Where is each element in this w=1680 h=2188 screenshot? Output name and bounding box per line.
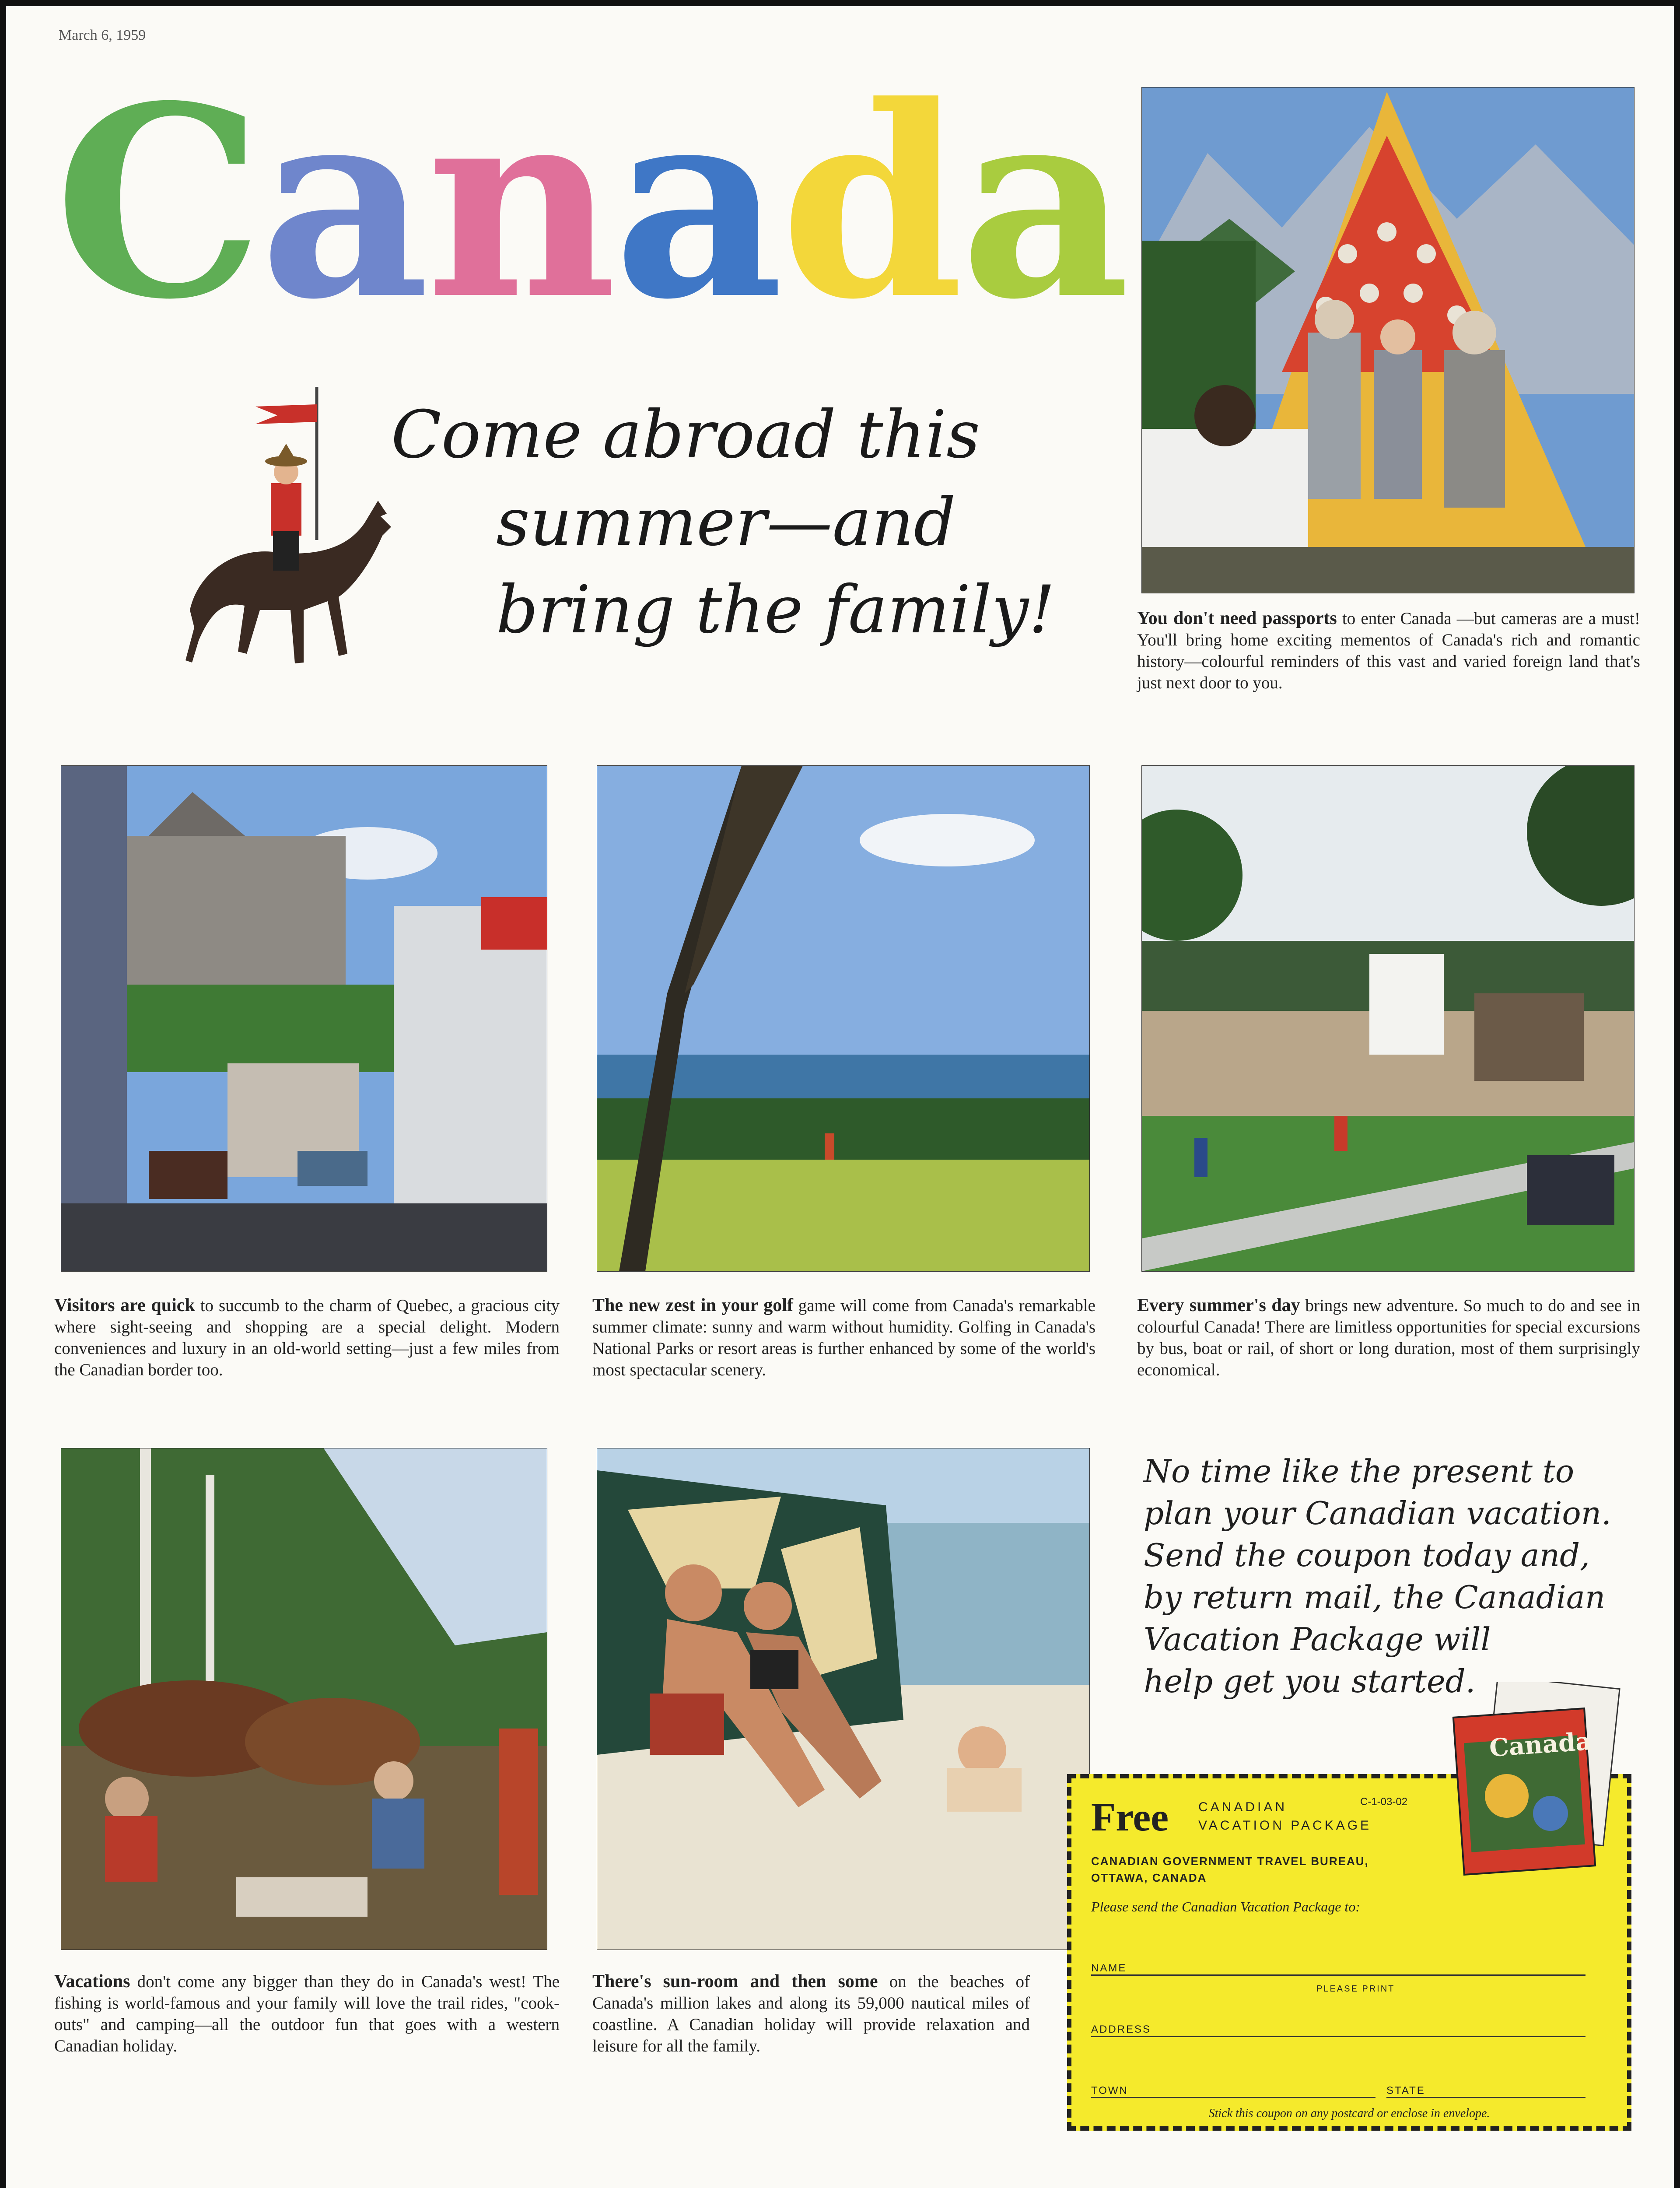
coupon-package-line: CANADIAN: [1198, 1800, 1288, 1814]
camp-horses-photo: [61, 1448, 547, 1950]
pitch-line: No time like the present to: [1144, 1453, 1575, 1490]
tagline-line: summer—and: [496, 484, 956, 561]
coupon-code: C-1-03-02: [1360, 1796, 1408, 1808]
vacation-booklet-illustration: [1432, 1682, 1620, 1883]
mountie-on-horse-illustration: [172, 382, 400, 671]
bureau-line: OTTAWA, CANADA: [1091, 1871, 1207, 1884]
town-label: TOWN: [1091, 2085, 1128, 2097]
caption-lead: Vacations: [54, 1971, 130, 1992]
caption-body: don't come any bigger than they do in Canada's west! The fishing is world-famous and your family will love the trail rides, "cook-outs" and camping—all the outdoor fun that goes with a western Canadian holiday.: [54, 1972, 560, 2055]
quebec-caption: [54, 1295, 560, 1381]
title-letter: a: [259, 49, 427, 357]
coupon-bureau-address: [1091, 1853, 1369, 1886]
state-field[interactable]: [1386, 2085, 1586, 2098]
caption-lead: Visitors are quick: [54, 1295, 195, 1315]
name-label: NAME: [1091, 1962, 1127, 1974]
pitch-line: by return mail, the Canadian: [1144, 1579, 1606, 1616]
coupon-package-line: VACATION PACKAGE: [1198, 1818, 1372, 1833]
address-label: ADDRESS: [1091, 2023, 1152, 2035]
quebec-photo: [61, 765, 547, 1272]
vacations-caption: [54, 1971, 560, 2057]
pitch-line: help get you started.: [1144, 1663, 1476, 1700]
caption-body: game will come from Canada's remarkable summer climate: sunny and warm without humidity. Golfing in Canada's National Parks or resort areas is further enhanced by some of the world's most spectacular scenery.: [592, 1296, 1096, 1379]
state-label: STATE: [1386, 2085, 1425, 2097]
caption-body: on the beaches of Canada's million lakes and along its 59,000 nautical miles of coastline. A Canadian holiday will provide relaxation and leisure for all the family.: [592, 1972, 1030, 2055]
beach-photo: [597, 1448, 1090, 1950]
pitch-line: Vacation Package will: [1144, 1621, 1491, 1658]
address-field[interactable]: [1091, 2023, 1586, 2037]
pitch-line: plan your Canadian vacation.: [1144, 1495, 1612, 1532]
sunroom-caption: [592, 1971, 1030, 2057]
riverside-park-photo: [1141, 765, 1634, 1272]
vacation-pitch-text: [1144, 1450, 1669, 1702]
caption-lead: There's sun-room and then some: [592, 1971, 878, 1992]
coupon-footer: Stick this coupon on any postcard or enclose in envelope.: [1208, 2107, 1490, 2120]
teepee-photo: [1141, 87, 1634, 593]
headline-tagline: [391, 391, 1055, 654]
title-letter: C: [54, 49, 260, 357]
golf-caption: [592, 1295, 1096, 1381]
caption-body: to succumb to the charm of Quebec, a gracious city where sight-seeing and shopping are a special delight. Modern conveniences and luxury in an old-world setting—just a few miles from the Canadian border too.: [54, 1296, 560, 1379]
passports-caption: [1137, 608, 1640, 694]
tagline-line: Come abroad this: [391, 397, 980, 473]
golf-photo: [597, 765, 1090, 1272]
print-hint: PLEASE PRINT: [1316, 1984, 1395, 1994]
coupon-request-text: Please send the Canadian Vacation Package to:: [1091, 1899, 1360, 1914]
caption-lead: The new zest in your golf: [592, 1295, 793, 1315]
issue-date: March 6, 1959: [59, 27, 146, 43]
pitch-line: Send the coupon today and,: [1144, 1537, 1590, 1574]
caption-lead: You don't need passports: [1137, 608, 1337, 628]
summer-caption: [1137, 1295, 1640, 1381]
booklet-title: Canada: [1488, 1726, 1592, 1763]
bureau-line: CANADIAN GOVERNMENT TRAVEL BUREAU,: [1091, 1855, 1369, 1868]
caption-body: to enter Canada —but cameras are a must! You'll bring home exciting mementos of Canada's rich and romantic history—colourful reminders of this vast and varied foreign land that's just next door to you.: [1137, 609, 1640, 692]
coupon-free-label: Free: [1091, 1795, 1169, 1839]
title-letter: d: [780, 49, 960, 357]
title-letter: n: [426, 49, 614, 357]
caption-lead: Every summer's day: [1137, 1295, 1300, 1315]
town-field[interactable]: [1091, 2085, 1376, 2098]
coupon-package-label: [1198, 1798, 1372, 1835]
name-field[interactable]: [1091, 1962, 1586, 1976]
caption-body: brings new adventure. So much to do and see in colourful Canada! There are limitless opportunities for special excursions by bus, boat or rail, of short or long duration, most of them surprisingly economical.: [1137, 1296, 1641, 1379]
tagline-line: bring the family!: [496, 572, 1055, 648]
canada-title: [54, 49, 1127, 357]
title-letter: a: [613, 49, 780, 357]
title-letter: a: [960, 49, 1127, 357]
